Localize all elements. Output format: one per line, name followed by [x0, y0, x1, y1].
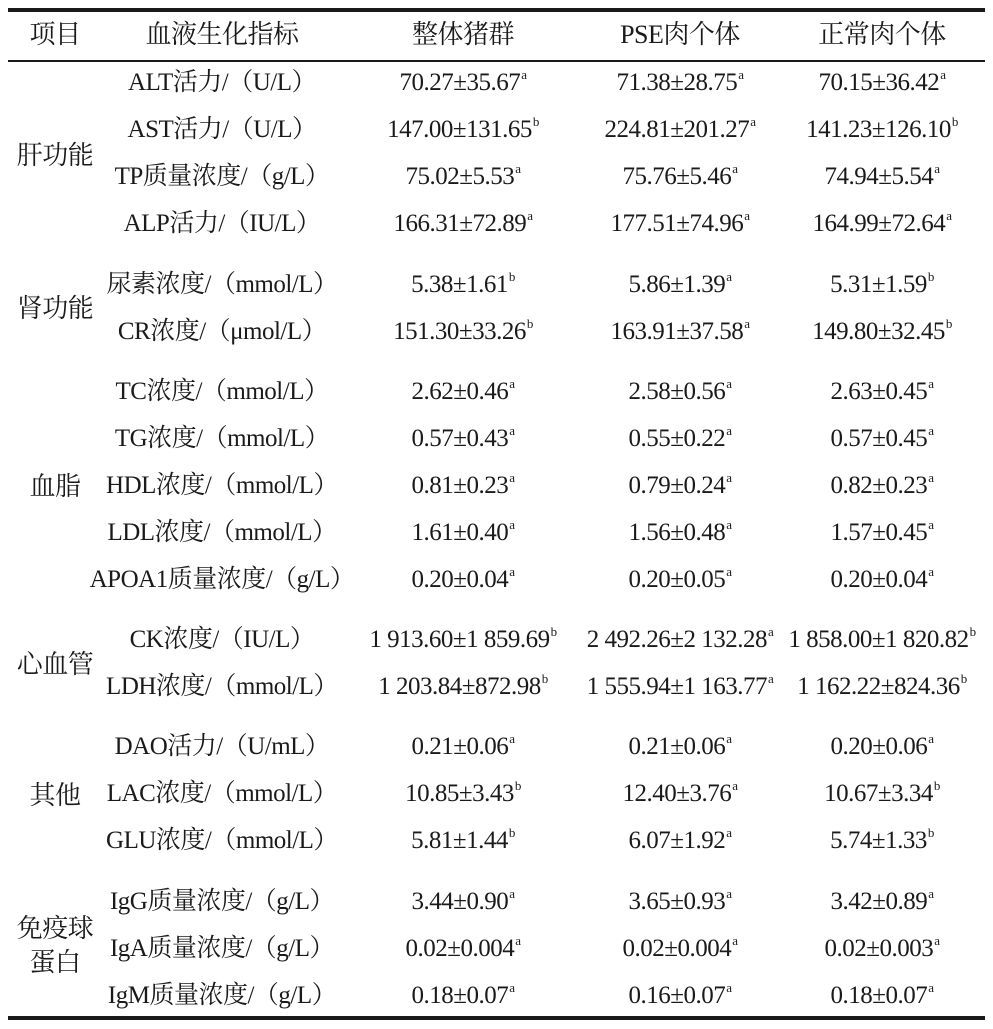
indicator-cell: TC浓度/（mmol/L）: [115, 378, 329, 405]
significance-letter: a: [732, 161, 738, 176]
mean-sd-value: 5.74±1.33: [830, 827, 927, 854]
whole-value-cell: [399, 68, 526, 98]
whole-value-cell: [387, 115, 539, 145]
mean-sd-value: 10.85±3.43: [405, 780, 514, 807]
mean-sd-value: 3.42±0.89: [830, 888, 928, 915]
normal-value-cell: [830, 377, 933, 407]
whole-value-cell: [411, 732, 514, 762]
pse-value-cell: [628, 565, 731, 595]
mean-sd-value: 0.20±0.04: [411, 566, 509, 593]
mean-sd-value: 224.81±201.27: [604, 116, 750, 143]
pse-value-cell: [628, 887, 731, 917]
whole-value-cell: [405, 934, 520, 964]
mean-sd-value: 10.67±3.34: [824, 780, 933, 807]
mean-sd-value: 1 203.84±872.98: [378, 673, 541, 700]
mean-sd-value: 6.07±1.92: [628, 827, 726, 854]
header-pse: PSE肉个体: [620, 20, 740, 49]
indicator-cell: GLU浓度/（mmol/L）: [106, 827, 338, 854]
mean-sd-value: 141.23±126.10: [806, 116, 951, 143]
mean-sd-value: 1.61±0.40: [411, 519, 509, 546]
significance-letter: a: [946, 208, 952, 223]
whole-value-cell: [411, 471, 514, 501]
significance-letter: a: [928, 517, 934, 532]
mean-sd-value: 0.18±0.07: [411, 982, 509, 1009]
normal-value-cell: [788, 625, 975, 655]
indicator-cell: TG浓度/（mmol/L）: [114, 425, 330, 452]
mean-sd-value: 0.57±0.45: [830, 425, 928, 452]
whole-value-cell: [405, 779, 521, 809]
mean-sd-value: 12.40±3.76: [622, 780, 732, 807]
significance-letter: a: [750, 114, 756, 129]
significance-letter: a: [732, 933, 738, 948]
whole-value-cell: [411, 887, 514, 917]
pse-value-cell: [610, 209, 749, 239]
significance-letter: b: [969, 624, 976, 639]
significance-letter: b: [526, 316, 533, 331]
whole-value-cell: [411, 377, 514, 407]
significance-letter: b: [927, 269, 934, 284]
header-whole-herd: 整体猪群: [411, 20, 515, 49]
pse-value-cell: [628, 981, 731, 1011]
normal-value-cell: [830, 565, 933, 595]
mean-sd-value: 151.30±33.26: [393, 318, 526, 345]
whole-value-cell: [411, 565, 514, 595]
significance-letter: a: [934, 933, 940, 948]
mean-sd-value: 1 555.94±1 163.77: [586, 673, 767, 700]
mean-sd-value: 5.31±1.59: [830, 271, 927, 298]
mean-sd-value: 75.02±5.53: [405, 163, 515, 190]
significance-letter: a: [928, 731, 934, 746]
mean-sd-value: 0.20±0.06: [830, 733, 928, 760]
normal-value-cell: [818, 68, 945, 98]
mean-sd-value: 166.31±72.89: [393, 210, 527, 237]
mean-sd-value: 163.91±37.58: [610, 318, 744, 345]
mean-sd-value: 2.63±0.45: [830, 378, 928, 405]
mean-sd-value: 5.86±1.39: [628, 271, 726, 298]
significance-letter: a: [726, 423, 732, 438]
table-bottom-rule: [8, 1016, 985, 1020]
significance-letter: a: [509, 517, 515, 532]
indicator-cell: HDL浓度/（mmol/L）: [106, 472, 338, 499]
indicator-cell: AST活力/（U/L）: [127, 116, 317, 143]
significance-letter: a: [767, 671, 774, 686]
header-indicator: 血液生化指标: [145, 20, 299, 49]
significance-letter: a: [726, 564, 732, 579]
mean-sd-value: 1.56±0.48: [628, 519, 726, 546]
pse-value-cell: [628, 826, 731, 856]
mean-sd-value: 1 162.22±824.36: [797, 673, 960, 700]
significance-letter: a: [509, 980, 515, 995]
significance-letter: a: [509, 564, 515, 579]
mean-sd-value: 177.51±74.96: [610, 210, 744, 237]
significance-letter: a: [509, 886, 515, 901]
mean-sd-value: 2.58±0.56: [628, 378, 726, 405]
indicator-cell: IgA质量浓度/（g/L）: [109, 935, 335, 962]
significance-letter: b: [514, 778, 521, 793]
significance-letter: a: [515, 161, 521, 176]
pse-value-cell: [587, 625, 774, 655]
mean-sd-value: 70.15±36.42: [818, 69, 940, 96]
mean-sd-value: 75.76±5.46: [622, 163, 732, 190]
significance-letter: a: [527, 208, 533, 223]
pse-value-cell: [587, 672, 774, 702]
pse-value-cell: [610, 317, 749, 347]
indicator-cell: LDL浓度/（mmol/L）: [107, 519, 337, 546]
normal-value-cell: [830, 887, 933, 917]
indicator-cell: ALP活力/（IU/L）: [123, 210, 321, 237]
pse-value-cell: [628, 377, 731, 407]
mean-sd-value: 0.18±0.07: [830, 982, 928, 1009]
significance-letter: a: [726, 470, 732, 485]
significance-letter: a: [515, 933, 521, 948]
mean-sd-value: 0.55±0.22: [628, 425, 726, 452]
significance-letter: b: [933, 778, 940, 793]
significance-letter: a: [928, 376, 934, 391]
whole-value-cell: [378, 672, 547, 702]
indicator-cell: 尿素浓度/（mmol/L）: [106, 271, 338, 298]
whole-value-cell: [411, 270, 515, 300]
significance-letter: a: [928, 886, 934, 901]
normal-value-cell: [812, 317, 952, 347]
mean-sd-value: 1 858.00±1 820.82: [788, 626, 969, 653]
mean-sd-value: 0.16±0.07: [628, 982, 726, 1009]
mean-sd-value: 0.02±0.003: [824, 935, 934, 962]
significance-letter: a: [509, 376, 515, 391]
group-label: 血脂: [29, 472, 81, 501]
pse-value-cell: [628, 270, 731, 300]
indicator-cell: IgG质量浓度/（g/L）: [109, 888, 335, 915]
normal-value-cell: [830, 732, 933, 762]
whole-value-cell: [369, 625, 556, 655]
significance-letter: a: [726, 825, 732, 840]
normal-value-cell: [824, 779, 940, 809]
mean-sd-value: 5.38±1.61: [411, 271, 508, 298]
significance-letter: a: [928, 564, 934, 579]
mean-sd-value: 147.00±131.65: [387, 116, 532, 143]
mean-sd-value: 164.99±72.64: [812, 210, 946, 237]
significance-letter: a: [726, 886, 732, 901]
whole-value-cell: [393, 209, 532, 239]
mean-sd-value: 0.20±0.04: [830, 566, 928, 593]
normal-value-cell: [824, 162, 939, 192]
whole-value-cell: [393, 317, 533, 347]
significance-letter: b: [508, 269, 515, 284]
significance-letter: b: [550, 624, 557, 639]
mean-sd-value: 0.79±0.24: [628, 472, 726, 499]
mean-sd-value: 74.94±5.54: [824, 163, 934, 190]
significance-letter: b: [927, 825, 934, 840]
table-top-rule: [8, 8, 985, 12]
whole-value-cell: [411, 424, 514, 454]
normal-value-cell: [830, 981, 933, 1011]
table-header-rule: [8, 60, 985, 62]
significance-letter: a: [928, 470, 934, 485]
mean-sd-value: 0.21±0.06: [628, 733, 726, 760]
pse-value-cell: [628, 471, 731, 501]
mean-sd-value: 1 913.60±1 859.69: [369, 626, 550, 653]
header-category: 项目: [29, 20, 81, 49]
mean-sd-value: 70.27±35.67: [399, 69, 521, 96]
significance-letter: a: [726, 376, 732, 391]
indicator-cell: LAC浓度/（mmol/L）: [106, 780, 338, 807]
indicator-cell: IgM质量浓度/（g/L）: [107, 982, 337, 1009]
indicator-cell: CR浓度/（μmol/L）: [117, 318, 327, 345]
significance-letter: b: [532, 114, 539, 129]
significance-letter: b: [541, 671, 548, 686]
significance-letter: b: [960, 671, 967, 686]
significance-letter: a: [744, 208, 750, 223]
significance-letter: a: [509, 423, 515, 438]
normal-value-cell: [830, 270, 934, 300]
whole-value-cell: [411, 826, 515, 856]
normal-value-cell: [812, 209, 951, 239]
normal-value-cell: [797, 672, 966, 702]
significance-letter: a: [940, 67, 946, 82]
significance-letter: a: [509, 470, 515, 485]
indicator-cell: APOA1质量浓度/（g/L）: [89, 566, 355, 593]
whole-value-cell: [405, 162, 520, 192]
significance-letter: b: [508, 825, 515, 840]
header-normal: 正常肉个体: [818, 20, 946, 49]
group-label: 其他: [29, 781, 81, 810]
normal-value-cell: [830, 424, 933, 454]
pse-value-cell: [622, 934, 737, 964]
mean-sd-value: 1.57±0.45: [830, 519, 928, 546]
mean-sd-value: 2.62±0.46: [411, 378, 509, 405]
significance-letter: a: [726, 517, 732, 532]
mean-sd-value: 0.21±0.06: [411, 733, 509, 760]
mean-sd-value: 149.80±32.45: [812, 318, 945, 345]
indicator-cell: CK浓度/（IU/L）: [129, 626, 315, 653]
mean-sd-value: 0.02±0.004: [405, 935, 515, 962]
significance-letter: a: [744, 316, 750, 331]
pse-value-cell: [622, 162, 737, 192]
indicator-cell: ALT活力/（U/L）: [127, 69, 317, 96]
pse-value-cell: [604, 115, 755, 145]
group-label: 免疫球蛋白: [16, 914, 94, 977]
pse-value-cell: [628, 518, 731, 548]
indicator-cell: DAO活力/（U/mL）: [114, 733, 330, 760]
significance-letter: b: [951, 114, 958, 129]
mean-sd-value: 0.81±0.23: [411, 472, 509, 499]
group-label: 心血管: [16, 650, 94, 679]
normal-value-cell: [830, 471, 933, 501]
significance-letter: a: [928, 423, 934, 438]
significance-letter: a: [509, 731, 515, 746]
normal-value-cell: [824, 934, 939, 964]
pse-value-cell: [628, 424, 731, 454]
significance-letter: a: [934, 161, 940, 176]
mean-sd-value: 0.82±0.23: [830, 472, 928, 499]
significance-letter: a: [521, 67, 527, 82]
group-label: 肝功能: [16, 141, 94, 170]
indicator-cell: LDH浓度/（mmol/L）: [106, 673, 338, 700]
mean-sd-value: 71.38±28.75: [616, 69, 738, 96]
significance-letter: a: [726, 731, 732, 746]
significance-letter: a: [732, 778, 738, 793]
whole-value-cell: [411, 518, 514, 548]
group-label: 肾功能: [16, 294, 94, 323]
pse-value-cell: [616, 68, 743, 98]
significance-letter: a: [726, 269, 732, 284]
mean-sd-value: 5.81±1.44: [411, 827, 508, 854]
significance-letter: a: [928, 980, 934, 995]
mean-sd-value: 0.57±0.43: [411, 425, 509, 452]
mean-sd-value: 0.02±0.004: [622, 935, 732, 962]
indicator-cell: TP质量浓度/（g/L）: [114, 163, 330, 190]
mean-sd-value: 3.65±0.93: [628, 888, 726, 915]
significance-letter: a: [726, 980, 732, 995]
significance-letter: b: [945, 316, 952, 331]
mean-sd-value: 2 492.26±2 132.28: [586, 626, 767, 653]
significance-letter: a: [767, 624, 774, 639]
mean-sd-value: 3.44±0.90: [411, 888, 509, 915]
normal-value-cell: [830, 826, 934, 856]
normal-value-cell: [806, 115, 958, 145]
whole-value-cell: [411, 981, 514, 1011]
significance-letter: a: [738, 67, 744, 82]
pse-value-cell: [628, 732, 731, 762]
normal-value-cell: [830, 518, 933, 548]
mean-sd-value: 0.20±0.05: [628, 566, 726, 593]
pse-value-cell: [622, 779, 737, 809]
